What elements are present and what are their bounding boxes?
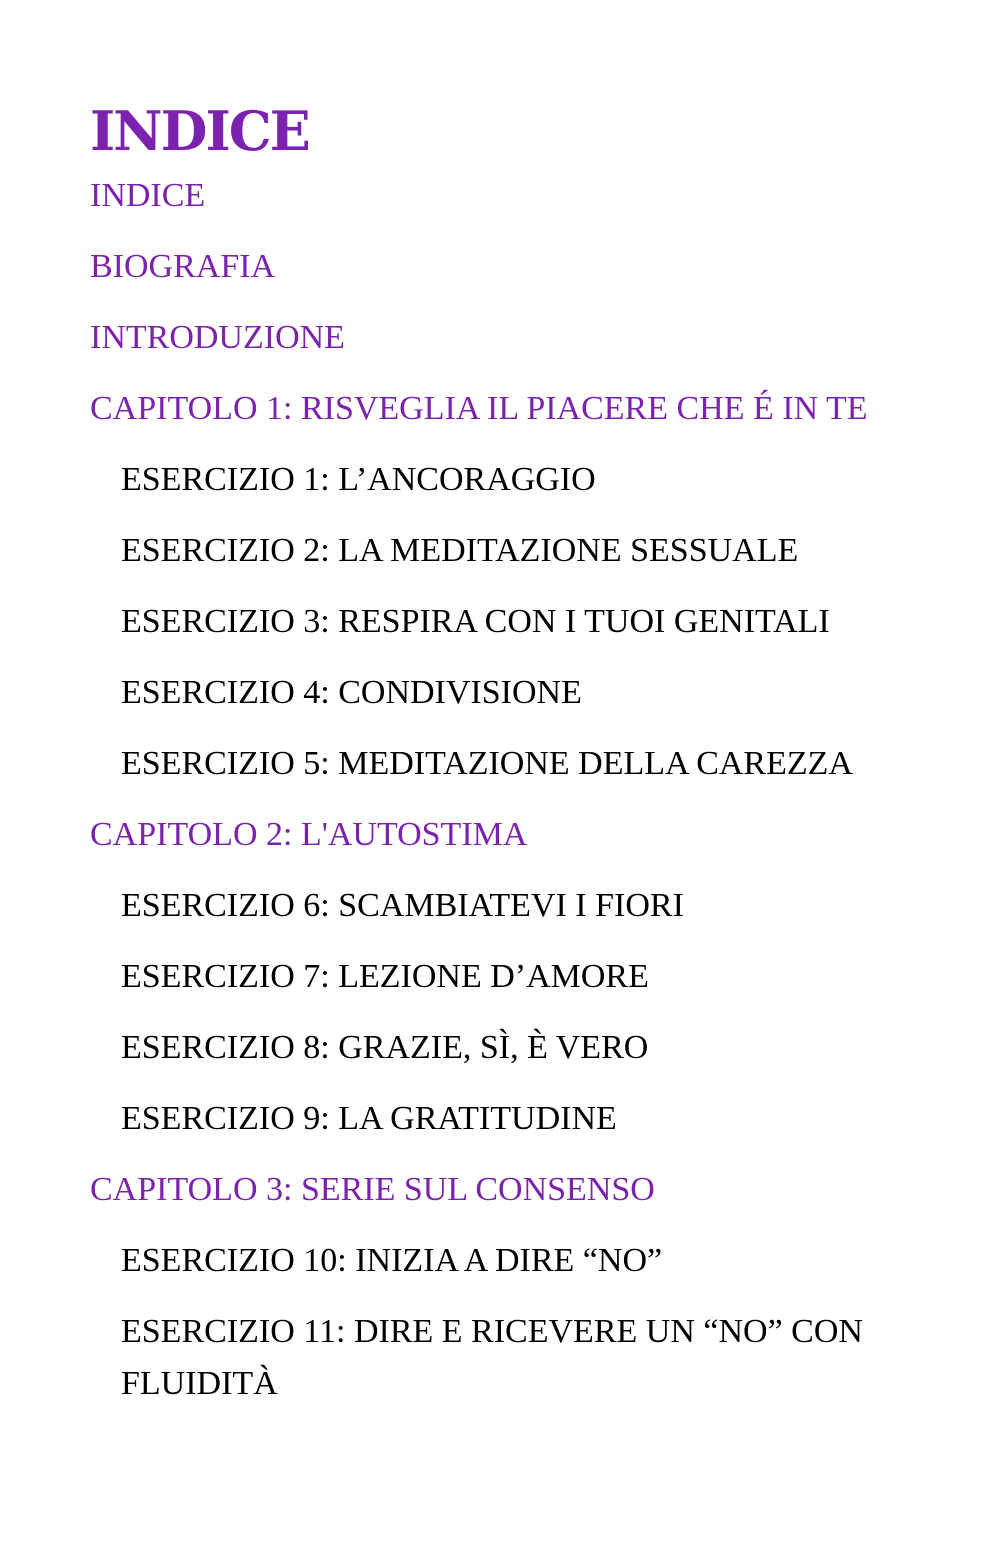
toc-link-esercizio-6[interactable]: ESERCIZIO 6: SCAMBIATEVI I FIORI — [121, 887, 684, 924]
toc-list — [90, 170, 910, 1410]
toc-link-introduzione[interactable]: INTRODUZIONE — [90, 319, 345, 356]
toc-link-esercizio-8[interactable]: ESERCIZIO 8: GRAZIE, SÌ, È VERO — [121, 1029, 649, 1066]
toc-link-esercizio-10[interactable]: ESERCIZIO 10: INIZIA A DIRE “NO” — [121, 1242, 663, 1279]
toc-link-esercizio-7[interactable]: ESERCIZIO 7: LEZIONE D’AMORE — [121, 958, 649, 995]
toc-link-esercizio-9[interactable]: ESERCIZIO 9: LA GRATITUDINE — [121, 1100, 617, 1137]
toc-link-capitolo-2[interactable]: CAPITOLO 2: L'AUTOSTIMA — [90, 816, 528, 853]
toc-link-indice[interactable]: INDICE — [90, 177, 206, 214]
toc-link-esercizio-2[interactable]: ESERCIZIO 2: LA MEDITAZIONE SESSUALE — [121, 532, 799, 569]
toc-link-biografia[interactable]: BIOGRAFIA — [90, 248, 276, 285]
toc-link-capitolo-3[interactable]: CAPITOLO 3: SERIE SUL CONSENSO — [90, 1171, 655, 1208]
toc-link-esercizio-1[interactable]: ESERCIZIO 1: L’ANCORAGGIO — [121, 461, 596, 498]
toc-link-capitolo-1[interactable]: CAPITOLO 1: RISVEGLIA IL PIACERE CHE É IN TE — [90, 390, 868, 427]
toc-link-esercizio-5[interactable]: ESERCIZIO 5: MEDITAZIONE DELLA CAREZZA — [121, 745, 853, 782]
toc-link-esercizio-3[interactable]: ESERCIZIO 3: RESPIRA CON I TUOI GENITALI — [121, 603, 830, 640]
page-title: INDICE — [90, 99, 309, 163]
toc-link-esercizio-4[interactable]: ESERCIZIO 4: CONDIVISIONE — [121, 674, 582, 711]
table-of-contents-page — [90, 96, 910, 1429]
toc-link-esercizio-11[interactable]: ESERCIZIO 11: DIRE E RICEVERE UN “NO” CON FLUIDITÀ — [121, 1313, 863, 1402]
